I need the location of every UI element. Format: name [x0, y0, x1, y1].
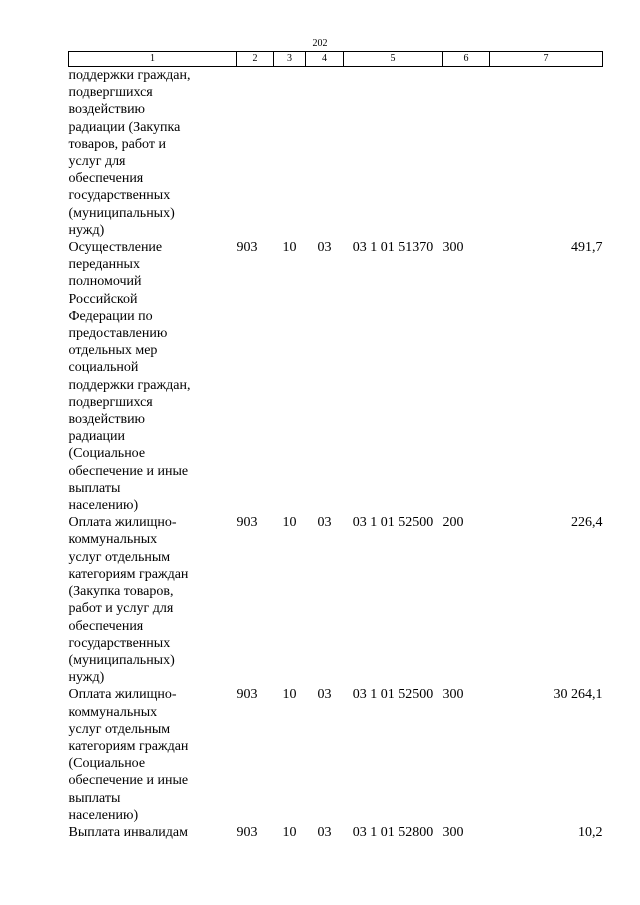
row-amount: 30 264,1	[553, 687, 603, 703]
row-amount: 491,7	[571, 240, 603, 256]
row-expense-type: 300	[442, 824, 464, 840]
row-ministry-code	[237, 67, 274, 240]
row-section: 10	[282, 240, 297, 256]
table-row	[69, 67, 603, 240]
row-target-article: 03 1 01 52500	[352, 687, 434, 703]
column-header-2: 2	[237, 52, 274, 67]
column-header-3: 3	[274, 52, 306, 67]
row-ministry-code: 903	[236, 515, 258, 531]
row-description: Оплата жилищно- коммунальных услуг отдельным категориям граждан (Социальное обеспечение и иные выплаты населению)	[68, 687, 189, 823]
row-section: 10	[282, 687, 297, 703]
row-ministry-code: 903	[236, 240, 258, 256]
row-target-article	[344, 67, 443, 240]
row-target-article: 03 1 01 51370	[352, 240, 434, 256]
row-expense-type: 200	[442, 515, 464, 531]
row-section: 10	[282, 824, 297, 840]
column-header-6: 6	[443, 52, 490, 67]
row-description: Выплата инвалидам	[68, 824, 188, 840]
page-number: 202	[312, 38, 328, 49]
table-row	[69, 824, 603, 841]
row-amount	[490, 67, 603, 240]
row-description: Осуществление переданных полномочий Российской Федерации по предоставлению отдельных мер социальной поддержки граждан, подвергшихся воздействию радиации (Социальное обеспечение и иные выплаты населению)	[68, 240, 191, 514]
table-row	[69, 686, 603, 824]
column-header-4: 4	[306, 52, 344, 67]
row-expense-type	[443, 67, 490, 240]
row-amount: 10,2	[578, 824, 603, 840]
row-subsection: 03	[317, 687, 332, 703]
row-section: 10	[282, 515, 297, 531]
column-number-row	[69, 52, 603, 67]
row-subsection: 03	[317, 824, 332, 840]
column-header-7: 7	[490, 52, 603, 67]
row-amount: 226,4	[571, 515, 603, 531]
row-description: Оплата жилищно- коммунальных услуг отдельным категориям граждан (Закупка товаров, работ и услуг для обеспечения государственных (муниципальных) нужд)	[68, 515, 189, 686]
table-row	[69, 239, 603, 514]
row-subsection: 03	[317, 240, 332, 256]
row-ministry-code: 903	[236, 824, 258, 840]
table-row	[69, 514, 603, 686]
row-section	[274, 67, 306, 240]
row-subsection	[306, 67, 344, 240]
row-expense-type: 300	[442, 240, 464, 256]
row-description: поддержки граждан, подвергшихся воздействию радиации (Закупка товаров, работ и услуг для обеспечения государственных (муниципальных) нужд)	[68, 68, 191, 238]
row-expense-type: 300	[442, 687, 464, 703]
row-ministry-code: 903	[236, 687, 258, 703]
column-header-5: 5	[344, 52, 443, 67]
column-header-1: 1	[69, 52, 237, 67]
budget-table	[68, 51, 603, 841]
row-target-article: 03 1 01 52500	[352, 515, 434, 531]
row-target-article: 03 1 01 52800	[352, 824, 434, 840]
row-subsection: 03	[317, 515, 332, 531]
